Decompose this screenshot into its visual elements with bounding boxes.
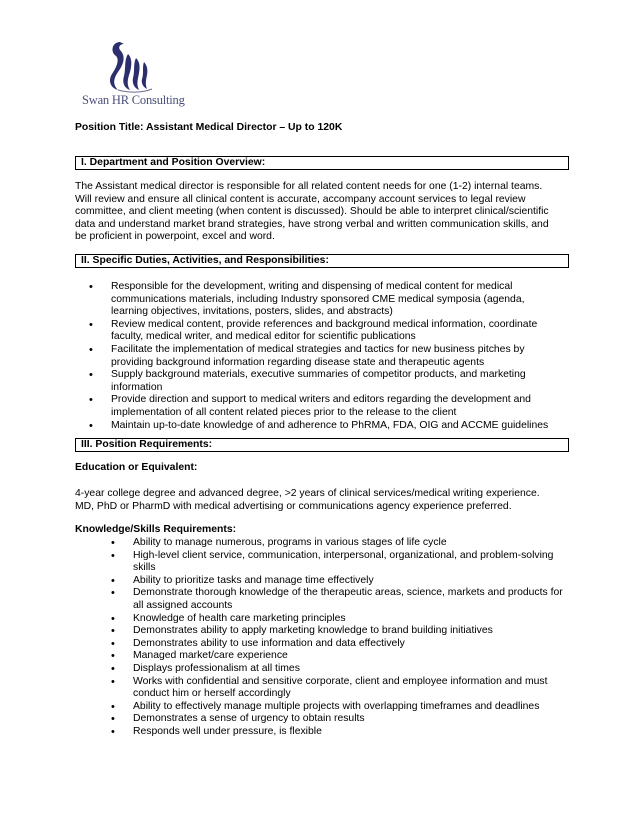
list-item — [133, 650, 569, 663]
list-item-line: • Provide direction and support to medical writers and editors regarding the development and — [111, 394, 531, 406]
text-line: committee, and client meeting (when content is discussed). Should be able to interpret clinical/scientific — [75, 206, 549, 218]
swan-logo-icon — [98, 38, 162, 94]
section-header-duties: II. Specific Duties, Activities, and Responsibilities: — [75, 254, 569, 268]
text-line: MD, PhD or PharmD with medical advertising or communications agency experience preferred. — [75, 500, 512, 512]
text-line: Will review and ensure all clinical content is accurate, accompany account services to legal review — [75, 193, 526, 205]
list-item-line: • Supply background materials, executive summaries of competitor products, and marketing — [111, 369, 526, 381]
list-item-line: information — [111, 381, 163, 393]
list-item-line: • Review medical content, provide references and background medical information, coordinate — [111, 318, 538, 330]
text-line: data and understand market brand strategies, have strong verbal and written communication skills, and — [75, 218, 549, 230]
list-item-line: • Ability to effectively manage multiple projects with overlapping timeframes and deadlines — [133, 700, 540, 712]
list-item-line: • Demonstrates a sense of urgency to obtain results — [133, 713, 365, 725]
education-paragraph — [75, 488, 565, 513]
list-item-line: • Facilitate the implementation of medical strategies and tactics for new business pitches by — [111, 343, 525, 355]
duties-list — [111, 281, 557, 432]
skills-list — [133, 537, 569, 739]
list-item-line: skills — [133, 562, 156, 574]
list-item — [133, 625, 569, 638]
list-item — [133, 537, 569, 550]
list-item-line: providing background information regarding disease state and therapeutic agents — [111, 356, 485, 368]
list-item — [133, 638, 569, 651]
list-item-line: learning objectives, invitations, posters, slides, and abstracts) — [111, 306, 393, 318]
list-item — [133, 676, 569, 701]
list-item — [111, 369, 557, 394]
list-item — [133, 587, 569, 612]
list-item — [133, 713, 569, 726]
list-item — [111, 344, 557, 369]
section-header-requirements: III. Position Requirements: — [75, 438, 569, 452]
text-line: be proficient in powerpoint, excel and word. — [75, 231, 275, 243]
list-item — [133, 550, 569, 575]
list-item-line: • Managed market/care experience — [133, 650, 288, 662]
logo-wordmark: Swan HR Consulting — [82, 93, 185, 107]
list-item-line: communications materials, including Industry sponsored CME medical symposia (agenda, — [111, 293, 525, 305]
list-item-line: • Responds well under pressure, is flexible — [133, 725, 322, 737]
list-item — [133, 613, 569, 626]
list-item-line: • Maintain up-to-date knowledge of and adherence to PhRMA, FDA, OIG and ACCME guidelines — [111, 419, 549, 431]
list-item — [133, 701, 569, 714]
company-logo — [82, 38, 194, 110]
skills-heading: Knowledge/Skills Requirements: — [75, 524, 237, 535]
list-item — [111, 319, 557, 344]
overview-paragraph — [75, 181, 565, 244]
list-item-line: implementation of all content related pieces prior to the release to the client — [111, 406, 457, 418]
list-item-line: • Displays professionalism at all times — [133, 662, 300, 674]
list-item-line: • Demonstrates ability to apply marketing knowledge to brand building initiatives — [133, 625, 493, 637]
education-heading: Education or Equivalent: — [75, 462, 198, 473]
text-line: 4-year college degree and advanced degree, >2 years of clinical services/medical writing experience. — [75, 488, 540, 499]
list-item-line: conduct him or herself accordingly — [133, 688, 291, 700]
list-item-line: • Demonstrate thorough knowledge of the therapeutic areas, science, markets and products for — [133, 587, 563, 599]
list-item — [133, 575, 569, 588]
list-item-line: faculty, medical writer, and medical editor for scientific publications — [111, 331, 416, 343]
position-title: Position Title: Assistant Medical Director – Up to 120K — [75, 122, 343, 133]
list-item-line: • Ability to prioritize tasks and manage time effectively — [133, 574, 374, 586]
list-item-line: • High-level client service, communication, interpersonal, organizational, and problem-solving — [133, 549, 554, 561]
list-item-line: • Works with confidential and sensitive corporate, client and employee information and must — [133, 675, 548, 687]
list-item — [111, 281, 557, 319]
list-item — [133, 726, 569, 739]
list-item-line: all assigned accounts — [133, 599, 233, 611]
list-item-line: • Demonstrates ability to use information and data effectively — [133, 637, 405, 649]
list-item — [111, 420, 557, 433]
section-header-overview: I. Department and Position Overview: — [75, 156, 569, 170]
list-item-line: • Responsible for the development, writing and dispensing of medical content for medical — [111, 281, 513, 292]
list-item-line: • Knowledge of health care marketing principles — [133, 612, 346, 624]
list-item — [133, 663, 569, 676]
list-item-line: • Ability to manage numerous, programs in various stages of life cycle — [133, 537, 447, 548]
list-item — [111, 394, 557, 419]
text-line: The Assistant medical director is responsible for all related content needs for one (1-2) internal teams. — [75, 181, 543, 192]
